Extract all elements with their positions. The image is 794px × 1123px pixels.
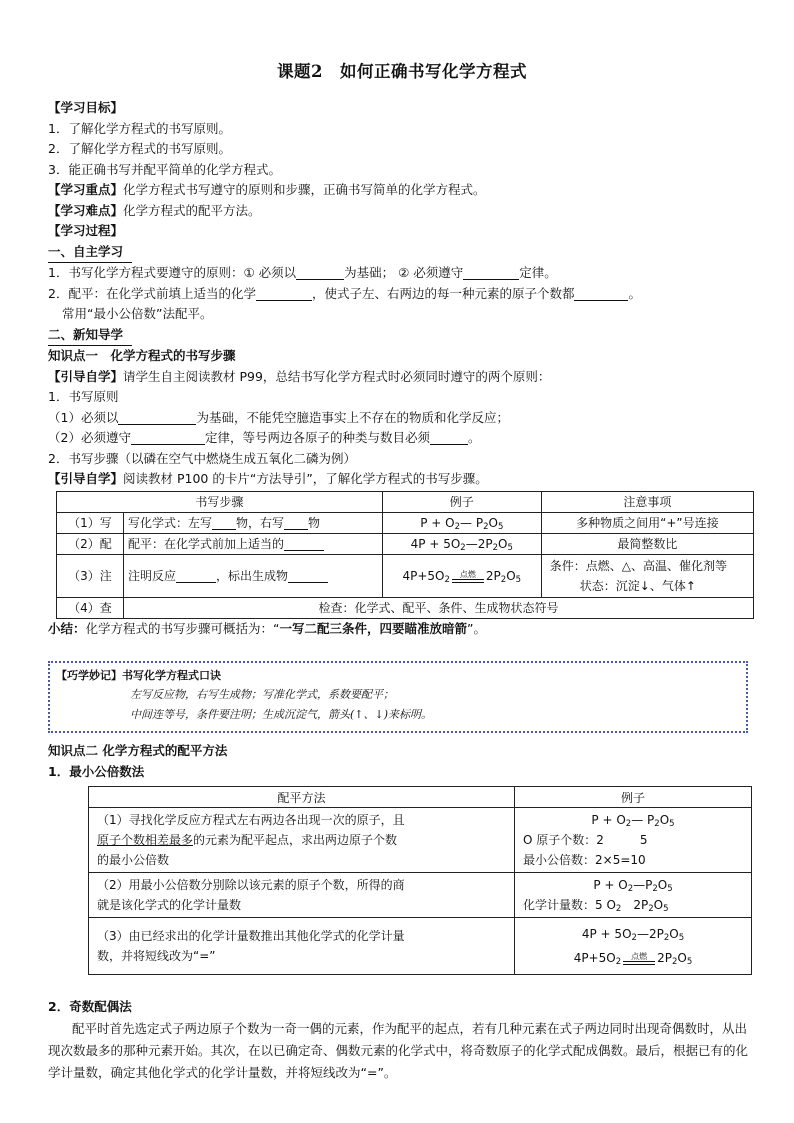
answer-blank[interactable] xyxy=(131,431,205,445)
principles-title: 1．书写原则 xyxy=(48,389,119,404)
example-cell: $P + O_2—$ $P_2O_5$ O 原子个数：2 5 最小公倍数：2×5=10 xyxy=(515,808,752,873)
goals-heading: 【学习目标】 xyxy=(48,100,124,115)
answer-blank[interactable] xyxy=(296,266,344,280)
key-point-line xyxy=(48,180,756,201)
worksheet-page xyxy=(48,58,756,1084)
answer-blank[interactable] xyxy=(430,431,468,445)
equals-sign-with-condition: 点燃 xyxy=(623,952,655,965)
answer-blank[interactable] xyxy=(463,266,519,280)
knowledge-point-1: 知识点一 化学方程式的书写步骤 xyxy=(48,348,236,363)
balancing-method-table xyxy=(88,786,752,975)
principle-1-a: （1）必须以 xyxy=(48,409,119,425)
q2-text-c: 。 xyxy=(628,285,641,301)
table-row xyxy=(89,918,752,975)
method-cell: （3）由已经求出的化学计量数推出其他化学式的化学计量 数，并将短线改为“=” xyxy=(89,918,515,975)
note-cell: 多种物质之间用“+”号连接 xyxy=(541,512,753,533)
q2-text-a: 2．配平：在化学式前填上适当的化学 xyxy=(48,285,256,301)
method-2-paragraph: 配平时首先选定式子两边原子个数为一奇一偶的元素，作为配平的起点，若有几种元素在式子两边同时出现奇偶数时，从出现次数最多的那种元素开始。其次，在以已确定奇、偶数元素的化学式中，将奇数原子的化学式配成偶数。最后，根据已有的化学计量数，确定其他化学式的化学计量数，并将短线改为“=”。 xyxy=(48,1020,749,1080)
writing-steps-table xyxy=(56,491,754,619)
key-point-label: 【学习重点】 xyxy=(48,182,124,197)
step-cell: （2）配 xyxy=(57,533,124,554)
step-desc-cell: 写化学式：左写 物，右写 物 xyxy=(124,512,383,533)
answer-blank[interactable] xyxy=(212,516,236,530)
answer-blank[interactable] xyxy=(256,287,312,301)
summary-label: 小结： xyxy=(48,620,86,636)
page-title: 课题2 如何正确书写化学方程式 xyxy=(277,62,527,81)
step-desc-cell: 配平：在化学式前加上适当的 xyxy=(124,533,383,554)
step-cell: （4）查 xyxy=(57,597,124,618)
mnemonic-label: 【巧学妙记】书写化学方程式口诀 xyxy=(56,669,221,682)
new-knowledge-heading: 二、新知导学 xyxy=(48,325,132,347)
knowledge-point-2: 知识点二 化学方程式的配平方法 xyxy=(48,743,228,758)
table-row xyxy=(57,533,754,554)
difficulty-line xyxy=(48,201,756,222)
summary-line: 小结：化学方程式的书写步骤可概括为：“一写二配三条件，四要瞄准放暗箭”。 xyxy=(48,620,486,636)
guide-text: 阅读教材 P100 的卡片“方法导引”，了解化学方程式的书写步骤。 xyxy=(123,471,488,486)
guide-label: 【引导自学】 xyxy=(48,471,124,486)
summary-mnemonic: 一写二配三条件，四要瞄准放暗箭 xyxy=(279,620,468,636)
answer-blank[interactable] xyxy=(284,516,308,530)
table-row xyxy=(57,554,754,597)
principle-2-a: （2）必须遵守 xyxy=(48,430,131,445)
principle-2 xyxy=(48,428,756,449)
principle-2-b: 定律，等号两边各原子的种类与数目必须 xyxy=(204,430,430,445)
method-cell: （2）用最小公倍数分别除以该元素的原子个数，所得的商 就是该化学式的化学计量数 xyxy=(89,873,515,918)
self-study-note: 常用“最小公倍数”法配平。 xyxy=(62,306,213,321)
method-cell: （1）寻找化学反应方程式左右两边各出现一次的原子，且 原子个数相差最多的元素为配平起点，求出两边原子个数 的最小公倍数 xyxy=(89,808,515,873)
table-row xyxy=(89,808,752,873)
goal-item: 3．能正确书写并配平简单的化学方程式。 xyxy=(48,161,281,177)
difficulty-text: 化学方程式的配平方法。 xyxy=(123,202,261,218)
mnemonic-line-1: 左写反应物，右写生成物；写准化学式，系数要配平； xyxy=(130,688,394,701)
self-study-q1 xyxy=(48,263,756,284)
self-study-q2 xyxy=(48,284,756,305)
key-point-text: 化学方程式书写遵守的原则和步骤，正确书写简单的化学方程式。 xyxy=(123,182,486,197)
answer-blank[interactable] xyxy=(574,287,628,301)
table-row xyxy=(89,873,752,918)
mnemonic-box xyxy=(48,661,748,733)
goal-item: 1．了解化学方程式的书写原则。 xyxy=(48,120,231,136)
goal-item: 2．了解化学方程式的书写原则。 xyxy=(48,141,231,156)
mnemonic-line-2: 中间连等号，条件要注明；生成沉淀气，箭头(↑、↓)来标明。 xyxy=(130,708,433,721)
equals-sign-with-condition: 点燃 xyxy=(452,570,484,583)
table-header: 例子 xyxy=(515,787,752,808)
guide-text: 请学生自主阅读教材 P99，总结书写化学方程式时必须同时遵守的两个原则： xyxy=(123,368,551,384)
step-cell: （3）注 xyxy=(57,554,124,597)
difficulty-label: 【学习难点】 xyxy=(48,202,124,218)
table-header: 例子 xyxy=(382,491,541,512)
q1-text-b: 为基础； ② 必须遵守 xyxy=(344,265,464,280)
self-study-heading: 一、自主学习 xyxy=(48,242,132,264)
principle-1 xyxy=(48,408,756,429)
principle-1-b: 为基础，不能凭空臆造事实上不存在的物质和化学反应； xyxy=(196,409,509,425)
example-cell: $4P + 5O_2—2P_2O_5$ $4P+5O_2$ 点燃 $2P_2O_5$ xyxy=(515,918,752,975)
example-cell: $P + O_2—$ $P_2O_5$ xyxy=(382,512,541,533)
step-cell: （1）写 xyxy=(57,512,124,533)
method-1-title: 1．最小公倍数法 xyxy=(48,763,145,779)
table-row xyxy=(57,512,754,533)
table-header: 配平方法 xyxy=(89,787,515,808)
guide-label: 【引导自学】 xyxy=(48,368,124,384)
answer-blank[interactable] xyxy=(176,569,216,583)
example-cell: $P + O_2—P_2O_5$ 化学计量数：5 $O_2$ $2P_2O_5$ xyxy=(515,873,752,918)
example-cell: $4P+5O_2$ 点燃 $2P_2O_5$ xyxy=(382,554,541,597)
check-cell: 检查：化学式、配平、条件、生成物状态符号 xyxy=(124,597,754,618)
table-header: 注意事项 xyxy=(541,491,753,512)
q2-text-b: ，使式子左、右两边的每一种元素的原子个数都 xyxy=(311,285,575,301)
table-header: 书写步骤 xyxy=(57,491,383,512)
q1-text-a: 1．书写化学方程式要遵守的原则：① 必须以 xyxy=(48,265,297,280)
table-row xyxy=(57,597,754,618)
q1-text-c: 定律。 xyxy=(519,265,557,280)
answer-blank[interactable] xyxy=(118,411,196,425)
process-heading: 【学习过程】 xyxy=(48,223,124,238)
guide2-line xyxy=(48,469,756,490)
note-cell: 最简整数比 xyxy=(541,533,753,554)
summary-text: 化学方程式的书写步骤可概括为：“ xyxy=(85,620,280,636)
answer-blank[interactable] xyxy=(288,569,328,583)
guide1-line xyxy=(48,367,756,388)
note-cell: 条件：点燃、△、高温、催化剂等 状态：沉淀↓、气体↑ xyxy=(541,554,753,597)
answer-blank[interactable] xyxy=(284,537,324,551)
steps-title: 2．书写步骤（以磷在空气中燃烧生成五氧化二磷为例） xyxy=(48,450,356,466)
principle-2-c: 。 xyxy=(467,430,481,445)
method-2-title: 2．奇数配偶法 xyxy=(48,999,132,1014)
step-desc-cell: 注明反应 ，标出生成物 xyxy=(124,554,383,597)
example-cell: $4P + 5O_2—2P_2O_5$ xyxy=(382,533,541,554)
